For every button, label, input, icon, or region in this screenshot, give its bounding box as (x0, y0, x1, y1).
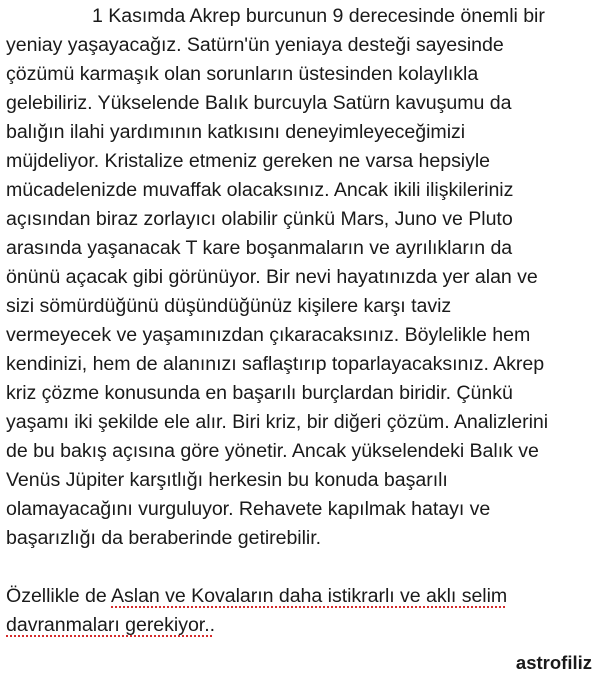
text-line: olamayacağını vurguluyor. Rehavete kapılmak hatayı ve (6, 498, 491, 520)
document-body (6, 0, 596, 640)
text-line: yaşamı iki şekilde ele alır. Biri kriz, bir diğeri çözüm. Analizlerini (6, 411, 549, 433)
paragraph-gap (6, 553, 596, 582)
text-line: başarızlığı da beraberinde getirebilir. (6, 527, 322, 549)
text-line: mücadelenizde muvaffak olacaksınız. Ancak ikili ilişkileriniz (6, 179, 514, 201)
text-line: gelebiliriz. Yükselende Balık burcuyla Satürn kavuşumu da (6, 92, 512, 114)
text-line: sizi sömürdüğünü düşündüğünüz kişilere karşı taviz (6, 295, 452, 317)
text-line: balığın ilahi yardımının katkısını deneyimleyeceğimizi (6, 121, 466, 143)
text-line: vermeyecek ve yaşamınızdan çıkaracaksınız. Böylelikle hem (6, 324, 531, 346)
text-line: yeniay yaşayacağız. Satürn'ün yeniaya desteği sayesinde (6, 34, 504, 56)
spellcheck-underlined-text: davranmaları gerekiyor.. (6, 614, 215, 636)
text-line: arasında yaşanacak T kare boşanmaların ve ayrılıkların da (6, 237, 513, 259)
text-line (6, 611, 596, 640)
paragraph-2 (6, 582, 596, 640)
text-line: müjdeliyor. Kristalize etmeniz gereken ne varsa hepsiyle (6, 150, 491, 172)
text-line: Özellikle de Aslan ve Kovaların daha istikrarlı ve aklı selim (6, 585, 508, 607)
spellcheck-underlined-text: Aslan ve Kovaların daha istikrarlı ve aklı selim (111, 585, 508, 607)
text-line: kendinizi, hem de alanınızı saflaştırıp toparlayacaksınız. Akrep (6, 353, 545, 375)
text-line: çözümü karmaşık olan sorunların üstesinden kolaylıkla (6, 63, 479, 85)
paragraph-1 (6, 2, 596, 553)
text-line: de bu bakış açısına göre yönetir. Ancak yükselendeki Balık ve (6, 440, 539, 462)
text-line: önünü açacak gibi görünüyor. Bir nevi hayatınızda yer alan ve (6, 266, 538, 288)
text-line: kriz çözme konusunda en başarılı burçlardan biridir. Çünkü (6, 382, 513, 404)
text-line: Venüs Jüpiter karşıtlığı herkesin bu konuda başarılı (6, 469, 448, 491)
text-line: açısından biraz zorlayıcı olabilir çünkü Mars, Juno ve Pluto (6, 208, 513, 230)
text-line: 1 Kasımda Akrep burcunun 9 derecesinde önemli bir (92, 5, 545, 27)
author-signature: astrofiliz (515, 652, 592, 673)
